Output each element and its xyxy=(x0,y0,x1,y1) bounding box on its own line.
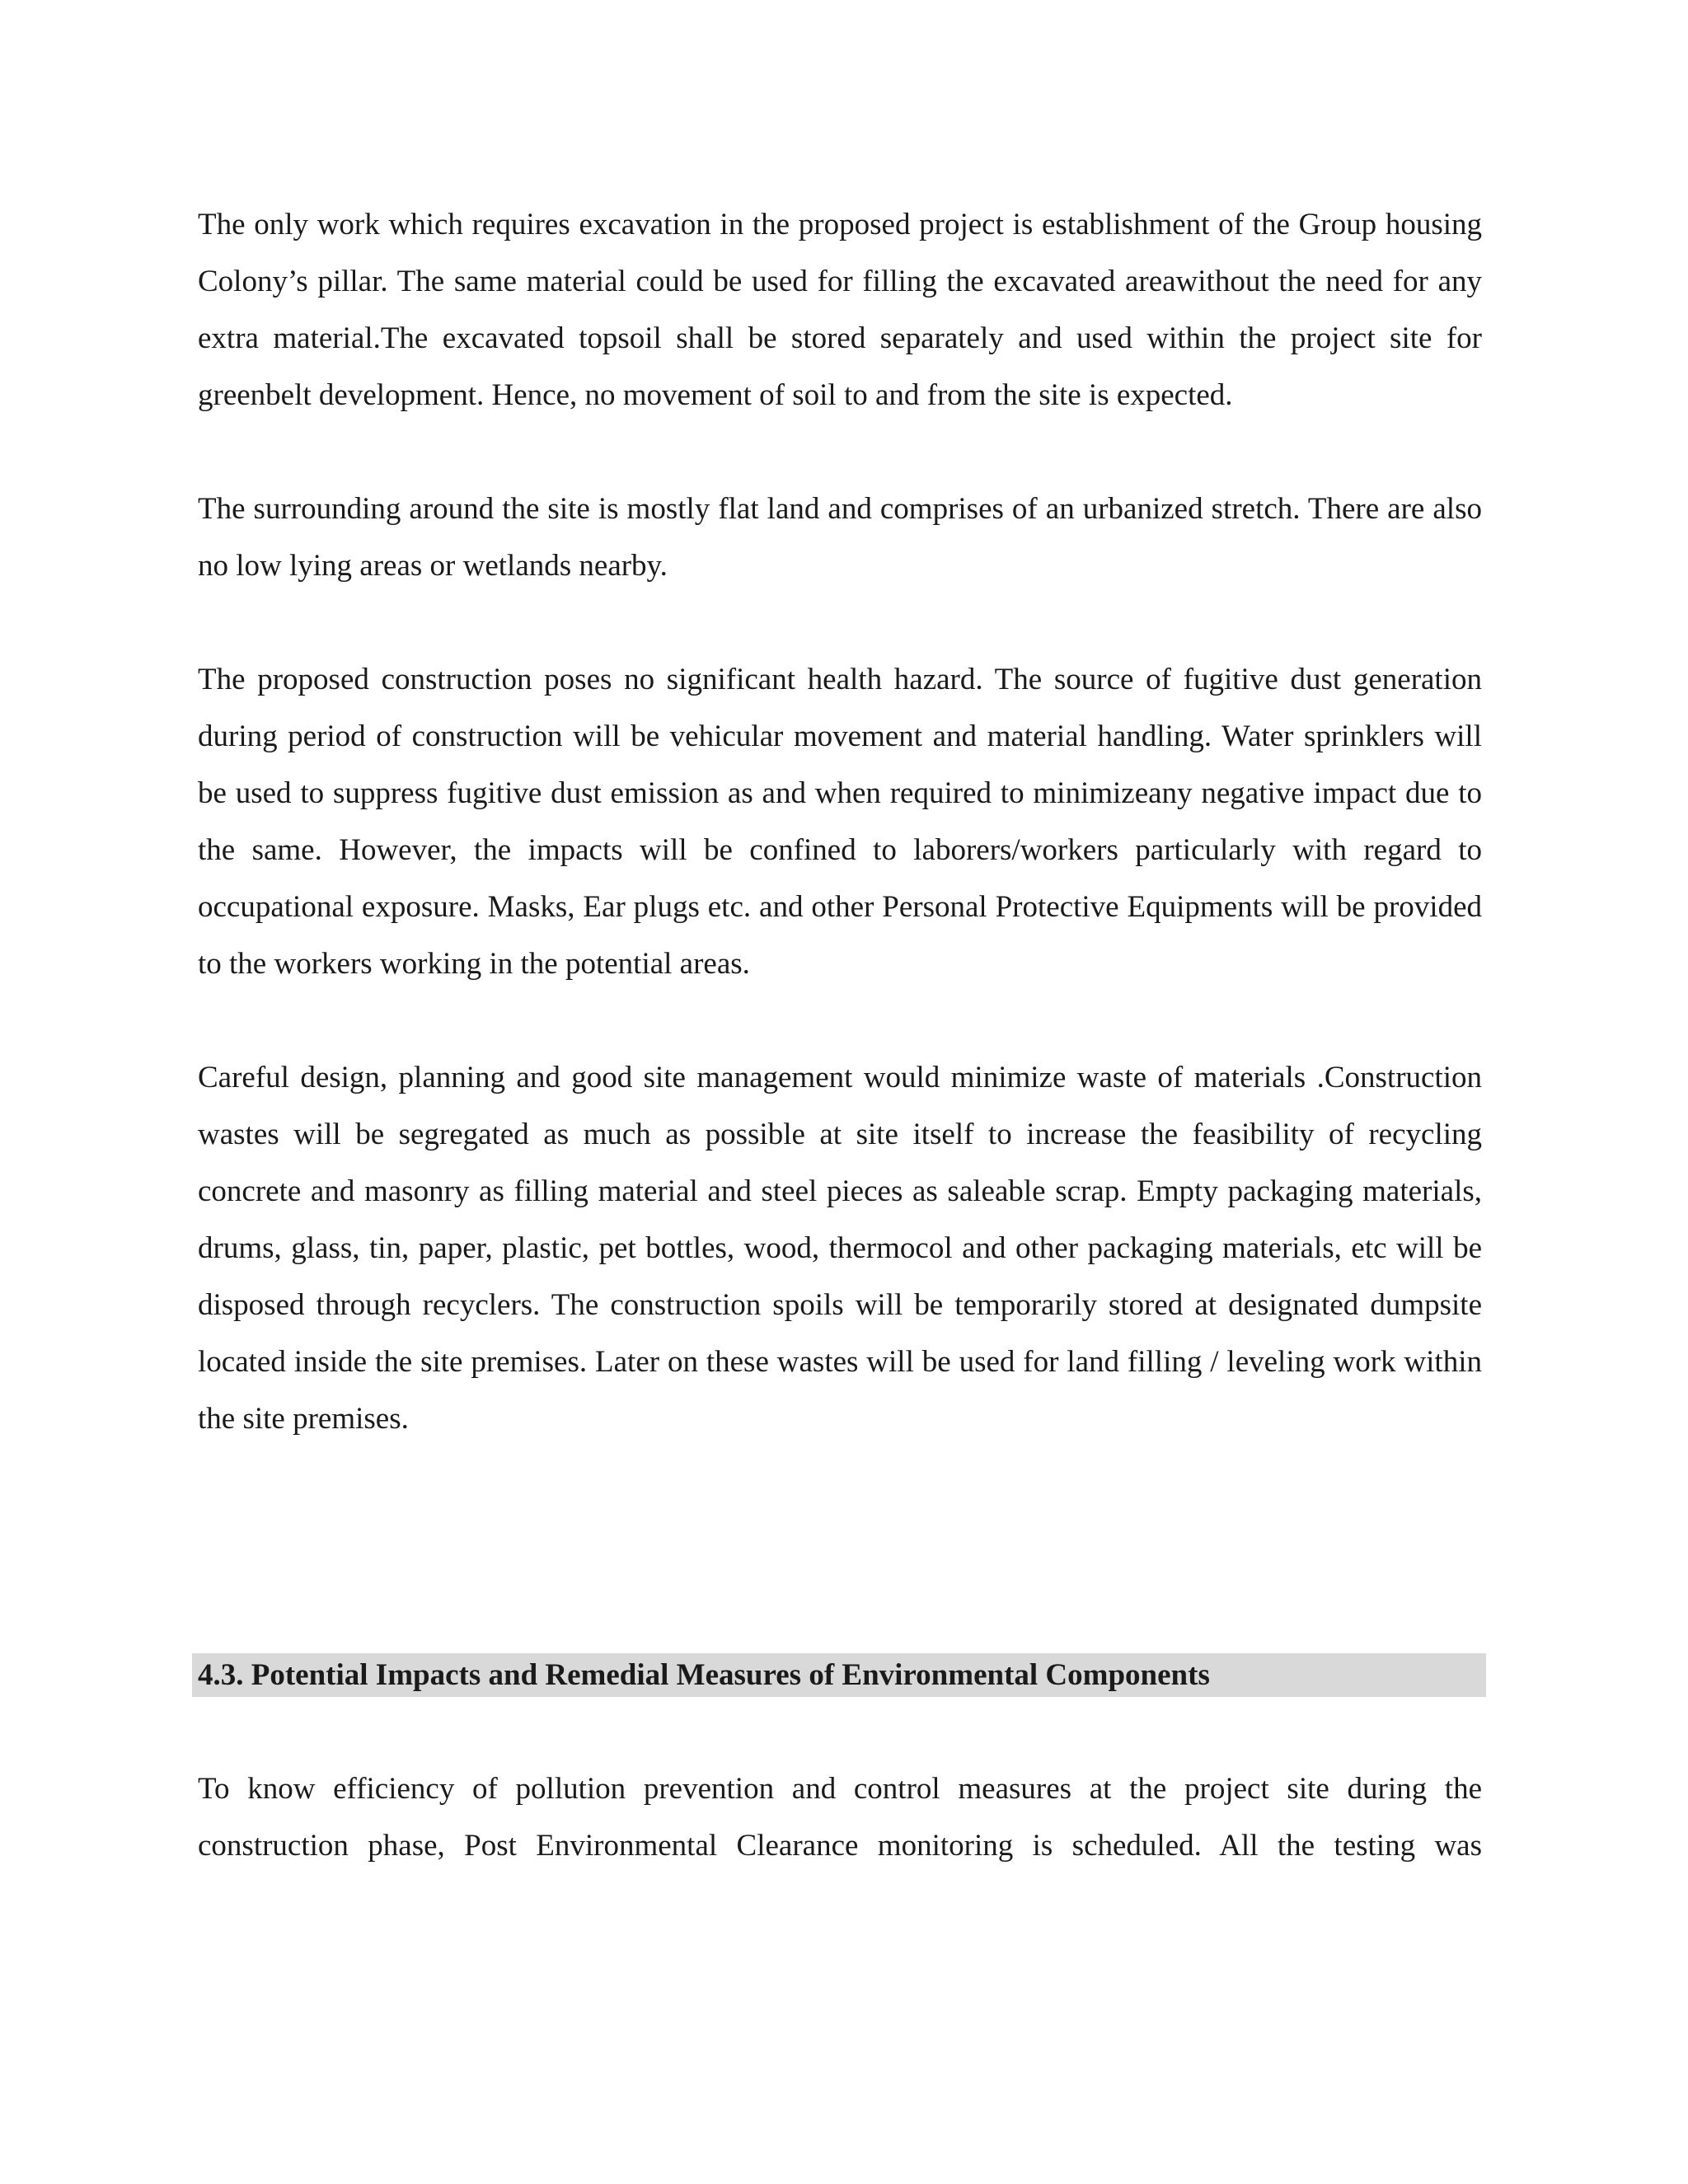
paragraph-health-hazard: The proposed construction poses no significant health hazard. The source of fugitive dust generation during period of construction will be vehicular movement and material handling. Water sprinklers will be used to suppress fugitive dust emission as and when required to minimizeany negative impact due to the same. However, the impacts will be confined to laborers/workers particularly with regard to occupational exposure. Masks, Ear plugs etc. and other Personal Protective Equipments will be provided to the workers working in the potential areas. xyxy=(198,663,1482,981)
section-body xyxy=(198,1760,1482,1874)
paragraph-monitoring: To know efficiency of pollution prevention and control measures at the project site during the construction phase, Post Environmental Clearance monitoring is scheduled. All the testing was xyxy=(198,1772,1482,1863)
paragraph-excavation: The only work which requires excavation in the proposed project is establishment of the Group housing Colony’s pillar. The same material could be used for filling the excavated areawithout the need for any extra material.The excavated topsoil shall be stored separately and used within the project site for greenbelt development. Hence, no movement of soil to and from the site is expected. xyxy=(198,208,1482,412)
section-heading-band xyxy=(192,1653,1486,1697)
document-body xyxy=(198,196,1482,1447)
section-heading: 4.3. Potential Impacts and Remedial Measures of Environmental Components xyxy=(198,1658,1210,1692)
paragraph-surroundings: The surrounding around the site is mostly flat land and comprises of an urbanized stretch. There are also no low lying areas or wetlands nearby. xyxy=(198,492,1482,583)
paragraph-waste-management: Careful design, planning and good site management would minimize waste of materials .Construction wastes will be segregated as much as possible at site itself to increase the feasibility of recycling concrete and masonry as filling material and steel pieces as saleable scrap. Empty packaging materials, drums, glass, tin, paper, plastic, pet bottles, wood, thermocol and other packaging materials, etc will be disposed through recyclers. The construction spoils will be temporarily stored at designated dumpsite located inside the site premises. Later on these wastes will be used for land filling / leveling work within the site premises. xyxy=(198,1061,1482,1436)
